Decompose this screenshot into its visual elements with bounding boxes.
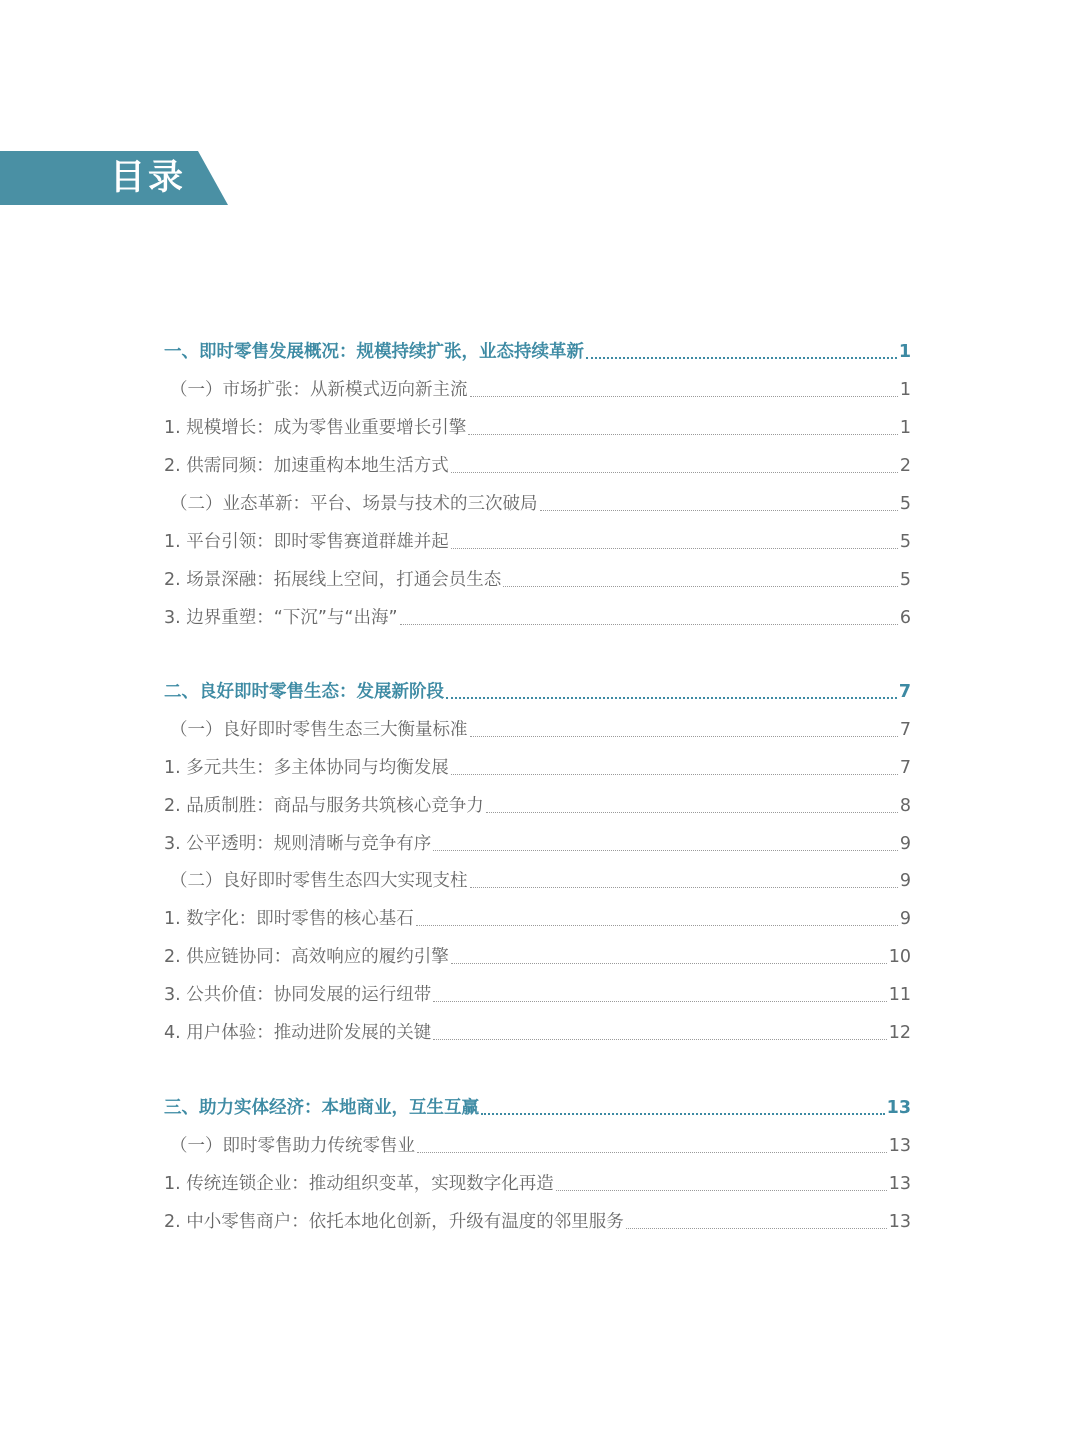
toc-dot-leader bbox=[417, 1152, 887, 1153]
toc-dot-leader bbox=[470, 736, 898, 737]
toc-item[interactable] bbox=[164, 829, 911, 859]
toc-page-number: 13 bbox=[888, 1212, 911, 1232]
toc-page-number: 9 bbox=[899, 834, 911, 854]
toc-item[interactable] bbox=[164, 942, 911, 972]
toc-page-number: 11 bbox=[888, 985, 911, 1005]
toc-dot-leader bbox=[433, 1039, 886, 1040]
toc-subsection[interactable] bbox=[164, 489, 911, 519]
toc-entry-title: （二）良好即时零售生态四大实现支柱 bbox=[170, 871, 468, 891]
toc-page-number: 13 bbox=[886, 1098, 911, 1118]
toc-entry-title: 二、良好即时零售生态：发展新阶段 bbox=[164, 682, 444, 702]
toc-page-number: 7 bbox=[899, 720, 911, 740]
toc-item[interactable] bbox=[164, 527, 911, 557]
toc-entry-title: 一、即时零售发展概况：规模持续扩张，业态持续革新 bbox=[164, 342, 584, 362]
toc-item[interactable] bbox=[164, 451, 911, 481]
toc-dot-leader bbox=[586, 357, 897, 359]
toc-entry-title: 2. 供应链协同：高效响应的履约引擎 bbox=[164, 947, 449, 967]
toc-entry-title: 2. 供需同频：加速重构本地生活方式 bbox=[164, 456, 449, 476]
toc-item[interactable] bbox=[164, 791, 911, 821]
toc-dot-leader bbox=[451, 472, 898, 473]
toc-section-heading[interactable] bbox=[164, 677, 911, 707]
toc-item[interactable] bbox=[164, 1018, 911, 1048]
toc-page-number: 5 bbox=[899, 570, 911, 590]
toc-page-number: 5 bbox=[899, 532, 911, 552]
toc-dot-leader bbox=[446, 697, 897, 699]
toc-page-number: 7 bbox=[898, 682, 911, 702]
toc-entry-title: 3. 公共价值：协同发展的运行纽带 bbox=[164, 985, 432, 1005]
toc-page-number: 1 bbox=[899, 380, 911, 400]
toc-dot-leader bbox=[540, 510, 898, 511]
toc-item[interactable] bbox=[164, 904, 911, 934]
toc-item[interactable] bbox=[164, 753, 911, 783]
toc-entry-title: （一）良好即时零售生态三大衡量标准 bbox=[170, 720, 468, 740]
toc-entry-title: 三、助力实体经济：本地商业，互生互赢 bbox=[164, 1098, 479, 1118]
toc-page-number: 8 bbox=[899, 796, 911, 816]
toc-entry-title: 1. 传统连锁企业：推动组织变革，实现数字化再造 bbox=[164, 1174, 554, 1194]
toc-subsection[interactable] bbox=[164, 1131, 911, 1161]
toc-page-number: 6 bbox=[899, 608, 911, 628]
toc-subsection[interactable] bbox=[164, 866, 911, 896]
toc-dot-leader bbox=[481, 1113, 885, 1115]
toc-section-heading[interactable] bbox=[164, 337, 911, 367]
toc-entry-title: 3. 公平透明：规则清晰与竞争有序 bbox=[164, 834, 432, 854]
toc-dot-leader bbox=[451, 548, 898, 549]
toc-entry-title: （二）业态革新：平台、场景与技术的三次破局 bbox=[170, 494, 538, 514]
toc-entry-title: 2. 场景深融：拓展线上空间，打通会员生态 bbox=[164, 570, 502, 590]
toc-item[interactable] bbox=[164, 413, 911, 443]
toc-page-number: 9 bbox=[899, 871, 911, 891]
toc-dot-leader bbox=[416, 925, 898, 926]
toc-dot-leader bbox=[451, 963, 887, 964]
toc-page-number: 10 bbox=[888, 947, 911, 967]
toc-subsection[interactable] bbox=[164, 375, 911, 405]
toc-dot-leader bbox=[451, 774, 898, 775]
toc-dot-leader bbox=[486, 812, 898, 813]
toc-entry-title: 1. 规模增长：成为零售业重要增长引擎 bbox=[164, 418, 467, 438]
toc-page-number: 13 bbox=[888, 1174, 911, 1194]
toc-entry-title: 1. 多元共生：多主体协同与均衡发展 bbox=[164, 758, 449, 778]
toc-entry-title: 2. 品质制胜：商品与服务共筑核心竞争力 bbox=[164, 796, 484, 816]
toc-page-number: 5 bbox=[899, 494, 911, 514]
toc-subsection[interactable] bbox=[164, 715, 911, 745]
toc-entry-title: （一）即时零售助力传统零售业 bbox=[170, 1136, 415, 1156]
toc-entry-title: 1. 平台引领：即时零售赛道群雄并起 bbox=[164, 532, 449, 552]
toc-dot-leader bbox=[503, 586, 898, 587]
toc-page-number: 13 bbox=[888, 1136, 911, 1156]
toc-item[interactable] bbox=[164, 603, 911, 633]
toc-item[interactable] bbox=[164, 1169, 911, 1199]
toc-dot-leader bbox=[470, 396, 898, 397]
page-title: 目录 bbox=[110, 157, 187, 198]
toc-dot-leader bbox=[468, 434, 898, 435]
toc-entry-title: 2. 中小零售商户：依托本地化创新，升级有温度的邻里服务 bbox=[164, 1212, 624, 1232]
toc-entry-title: 4. 用户体验：推动进阶发展的关键 bbox=[164, 1023, 432, 1043]
toc-section-heading[interactable] bbox=[164, 1093, 911, 1123]
toc-page-number: 12 bbox=[888, 1023, 911, 1043]
toc-entry-title: 1. 数字化：即时零售的核心基石 bbox=[164, 909, 414, 929]
toc-page-number: 1 bbox=[898, 342, 911, 362]
toc-dot-leader bbox=[556, 1190, 887, 1191]
toc-item[interactable] bbox=[164, 980, 911, 1010]
table-of-contents bbox=[164, 0, 911, 1431]
toc-page-number: 2 bbox=[899, 456, 911, 476]
toc-dot-leader bbox=[400, 624, 898, 625]
toc-page-number: 1 bbox=[899, 418, 911, 438]
toc-entry-title: 3. 边界重塑：“下沉”与“出海” bbox=[164, 608, 398, 628]
toc-item[interactable] bbox=[164, 565, 911, 595]
toc-page-number: 7 bbox=[899, 758, 911, 778]
toc-dot-leader bbox=[433, 1001, 886, 1002]
toc-dot-leader bbox=[470, 887, 898, 888]
toc-item[interactable] bbox=[164, 1207, 911, 1237]
toc-dot-leader bbox=[626, 1228, 887, 1229]
toc-page-number: 9 bbox=[899, 909, 911, 929]
toc-entry-title: （一）市场扩张：从新模式迈向新主流 bbox=[170, 380, 468, 400]
toc-dot-leader bbox=[433, 850, 898, 851]
